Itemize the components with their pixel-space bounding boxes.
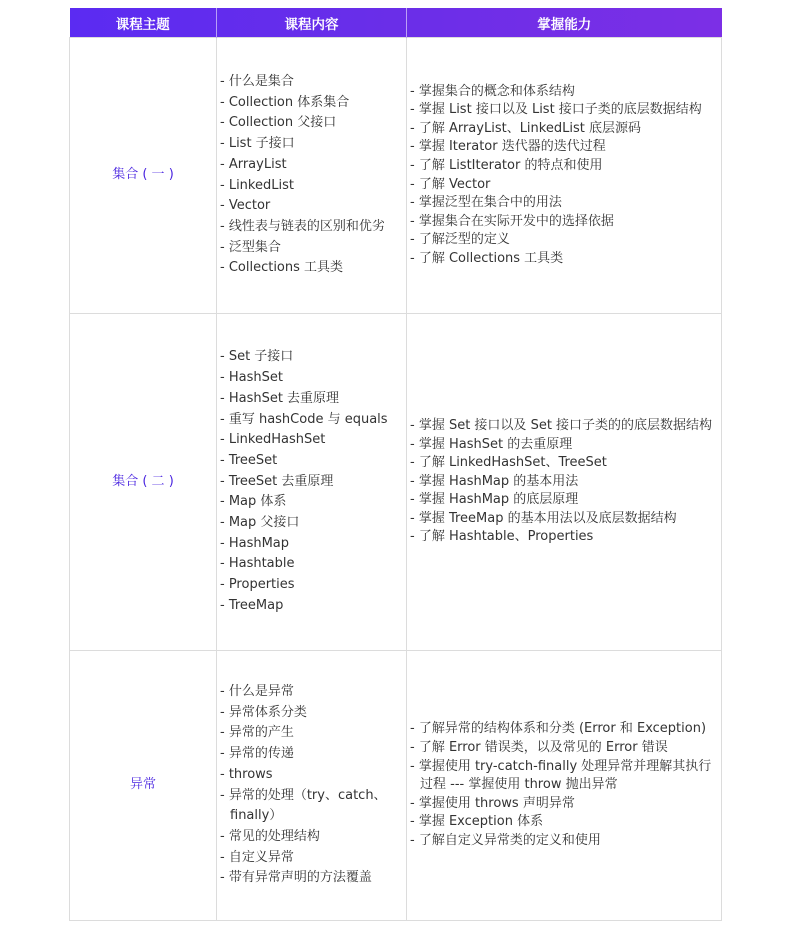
content-item: - 异常体系分类 <box>220 704 307 720</box>
content-item: - 自定义异常 <box>220 849 294 865</box>
content-item: - Vector <box>220 198 271 214</box>
skill-item: - 了解 ArrayList、LinkedList 底层源码 <box>410 120 641 136</box>
topic-cell: 集合 ( 一 ) <box>70 38 217 314</box>
content-item: - Collection 体系集合 <box>220 94 350 110</box>
content-cell <box>217 651 407 921</box>
content-item: - 异常的传递 <box>220 746 294 762</box>
skill-item: - 掌握 Iterator 迭代器的迭代过程 <box>410 139 606 155</box>
content-item: - 异常的处理（try、catch、 <box>220 787 387 803</box>
skill-item: - 掌握 Exception 体系 <box>410 814 544 830</box>
skill-item: - 掌握使用 try-catch-finally 处理异常并理解其执行 <box>410 758 712 774</box>
skill-item: - 了解 LinkedHashSet、TreeSet <box>410 455 607 471</box>
content-item: - Hashtable <box>220 556 295 572</box>
skill-cell <box>407 651 722 921</box>
skill-item: - 掌握使用 throws 声明异常 <box>410 795 575 811</box>
header-skills: 掌握能力 <box>537 16 592 33</box>
skill-item: - 了解 Error 错误类，以及常见的 Error 错误 <box>410 740 668 756</box>
content-item: - TreeSet <box>220 452 278 468</box>
content-item: - HashSet 去重原理 <box>220 390 340 406</box>
skill-item: - 掌握 TreeMap 的基本用法以及底层数据结构 <box>410 510 677 526</box>
content-item: - 重写 hashCode 与 equals <box>220 411 388 427</box>
content-item: - List 子接口 <box>220 136 295 152</box>
table-row <box>70 38 722 314</box>
content-item: - Collections 工具类 <box>220 260 344 276</box>
skill-cell <box>407 314 722 651</box>
skill-item: - 了解 Collections 工具类 <box>410 250 564 266</box>
skill-item: - 掌握泛型在集合中的用法 <box>410 195 562 211</box>
skill-item: - 了解自定义异常类的定义和使用 <box>410 832 601 848</box>
content-item: - Collection 父接口 <box>220 115 337 131</box>
content-item: - Map 父接口 <box>220 515 300 531</box>
skill-item: - 了解异常的结构体系和分类 (Error 和 Exception) <box>410 721 707 737</box>
content-item: - Map 体系 <box>220 494 287 510</box>
content-item: - 什么是集合 <box>220 73 294 89</box>
skill-item: - 掌握 HashSet 的去重原理 <box>410 436 573 452</box>
skill-item: - 了解 Vector <box>410 176 491 192</box>
content-item: - Properties <box>220 577 295 593</box>
topic-cell: 集合 ( 二 ) <box>70 314 217 651</box>
skill-item: - 掌握 HashMap 的底层原理 <box>410 492 579 508</box>
skill-item: - 掌握集合的概念和体系结构 <box>410 83 575 99</box>
skill-item: - 掌握 List 接口以及 List 接口子类的底层数据结构 <box>410 102 702 118</box>
content-item: - LinkedList <box>220 177 294 193</box>
content-item: - 异常的产生 <box>220 725 294 741</box>
course-table <box>69 8 722 921</box>
table-header-row <box>70 8 722 38</box>
content-item: - ArrayList <box>220 156 287 172</box>
header-topic: 课程主题 <box>70 8 217 38</box>
content-cell <box>217 38 407 314</box>
topic-cell: 异常 <box>70 651 217 921</box>
skill-item: - 了解 ListIterator 的特点和使用 <box>410 157 603 173</box>
table-row <box>70 314 722 651</box>
skill-item: - 掌握 HashMap 的基本用法 <box>410 473 579 489</box>
content-item: - TreeSet 去重原理 <box>220 473 334 489</box>
content-item-continuation: finally） <box>230 808 283 824</box>
content-item: - 常见的处理结构 <box>220 828 320 844</box>
content-item: - 什么是异常 <box>220 683 294 699</box>
content-item: - TreeMap <box>220 597 284 613</box>
skill-cell <box>407 38 722 314</box>
content-item: - throws <box>220 766 273 782</box>
skill-item: - 了解 Hashtable、Properties <box>410 529 594 545</box>
header-content: 课程内容 <box>217 8 407 38</box>
content-item: - 带有异常声明的方法覆盖 <box>220 870 372 886</box>
table-row <box>70 651 722 921</box>
content-item: - 线性表与链表的区别和优劣 <box>220 218 385 234</box>
skill-item: - 掌握集合在实际开发中的选择依据 <box>410 213 614 229</box>
content-item: - HashSet <box>220 370 283 386</box>
content-item: - Set 子接口 <box>220 349 294 365</box>
skill-item-continuation: 过程 --- 掌握使用 throw 抛出异常 <box>420 777 618 793</box>
content-cell <box>217 314 407 651</box>
skill-item: - 掌握 Set 接口以及 Set 接口子类的的底层数据结构 <box>410 417 713 433</box>
skill-item: - 了解泛型的定义 <box>410 232 510 248</box>
content-item: - 泛型集合 <box>220 239 281 255</box>
content-item: - HashMap <box>220 535 290 551</box>
content-item: - LinkedHashSet <box>220 432 326 448</box>
